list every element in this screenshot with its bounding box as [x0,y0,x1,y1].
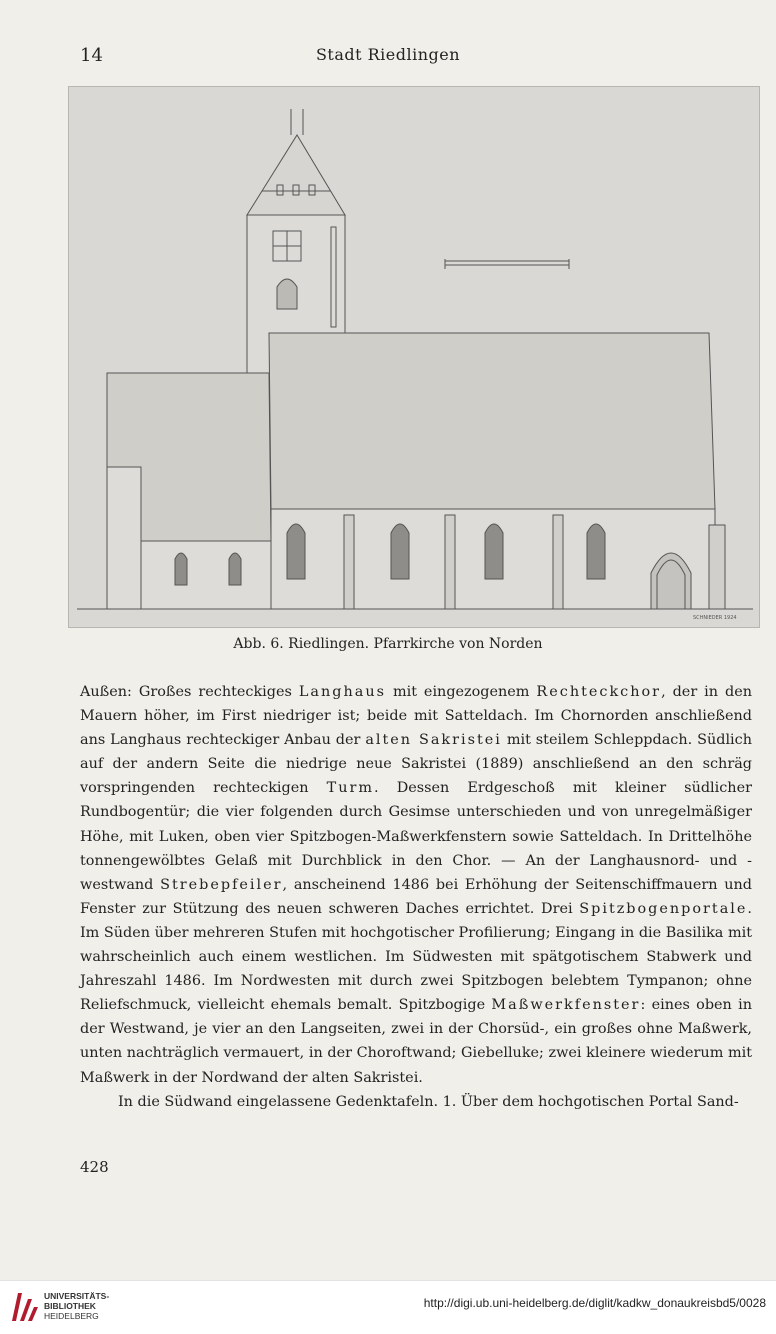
church-drawing-svg [69,87,759,627]
paragraph-exterior-description [80,680,752,1090]
text-run: , anscheinend 1486 bei Erhöhung der Seitenschiffmauern und Fenster zur Stützung des neuen schweren Daches errichtet. Drei [80,876,752,917]
body-text [80,680,752,1114]
library-line-3: HEIDELBERG [44,1311,99,1321]
text-run: : eines oben in der Westwand, je vier an den Langseiten, zwei in der Chorsüd-, ein großes ohne Maßwerk, unten nachträglich vermauert, in der Choroftwand; Giebelluke; zwei kleinere wiederum mit Maßwerk in der Nordwand der alten Sakristei. [80,997,752,1086]
university-library-logo-icon [8,1289,38,1325]
spaced-term: alten Sakristei [365,732,502,749]
text-run: , der in den Mauern höher, im First niedriger ist; beide mit Satteldach. Im Chornorden anschließend ans Langhaus rechteckiger Anbau der [80,684,752,749]
figure-caption: Abb. 6. Riedlingen. Pfarrkirche von Norden [233,636,543,652]
library-line-2: BIBLIOTHEK [44,1301,96,1311]
spaced-term: Langhaus [298,684,386,700]
library-line-1: UNIVERSITÄTS- [44,1291,110,1301]
paragraph-memorial-plaques: In die Südwand eingelassene Gedenktafeln. 1. Über dem hochgotischen Portal Sand- [118,1093,739,1110]
nave-roof [269,333,715,509]
running-head-title: Stadt Riedlingen [315,45,461,64]
library-name [44,1291,109,1321]
church-elevation-drawing [68,86,760,628]
sacristy [107,467,141,609]
text-run: . Im Süden über mehreren Stufen mit hochgotischer Profilierung; Eingang in die Basilika mit wahrscheinlich auch einem westlichen. Im Südwesten mit spätgotischem Stabwerk und Jahreszahl 1486. Im Nordwesten mit durch zwei Spitzbogen belebtem Tympanon; ohne Reliefschmuck, vielleicht ehemals bemalt. Spitzbogige [80,900,752,1014]
source-url-link[interactable]: http://digi.ub.uni-heidelberg.de/diglit/kadkw_donaukreisbd5/0028 [423,1296,766,1310]
text-run: . Dessen Erdgeschoß mit kleiner südlicher Rundbogentür; die vier folgenden durch Gesimse unterschieden und von unregelmäßiger Höhe, mit Luken, oben vier Spitzbogen-Maßwerkfenstern sowie Satteldach. In Drittelhöhe tonnengewölbtes Gelaß mit Durchblick in den Chor. — An der Langhausnord- und -westwand [80,780,752,893]
spaced-term: Maßwerkfenster [491,997,641,1014]
page-number: 428 [80,1158,109,1176]
text-run: mit steilem Schleppdach. Südlich auf der andern Seite die niedrige neue Sakristei (1889) anschließend an den schräg vorspringenden rechteckigen [80,732,752,797]
spaced-term: Turm [326,780,375,797]
text-run: Außen: Großes rechteckiges [80,684,299,700]
chor-wall [141,541,271,609]
spaced-term: Rechteckchor [536,684,662,700]
drawing-signature: SCHNIEDER 1924 [693,615,737,621]
spaced-term: Spitzbogenportale [579,900,748,917]
text-run: mit eingezogenem [385,684,537,700]
header-page-number: 14 [80,45,103,66]
spaced-term: Strebepfeiler [160,876,283,893]
